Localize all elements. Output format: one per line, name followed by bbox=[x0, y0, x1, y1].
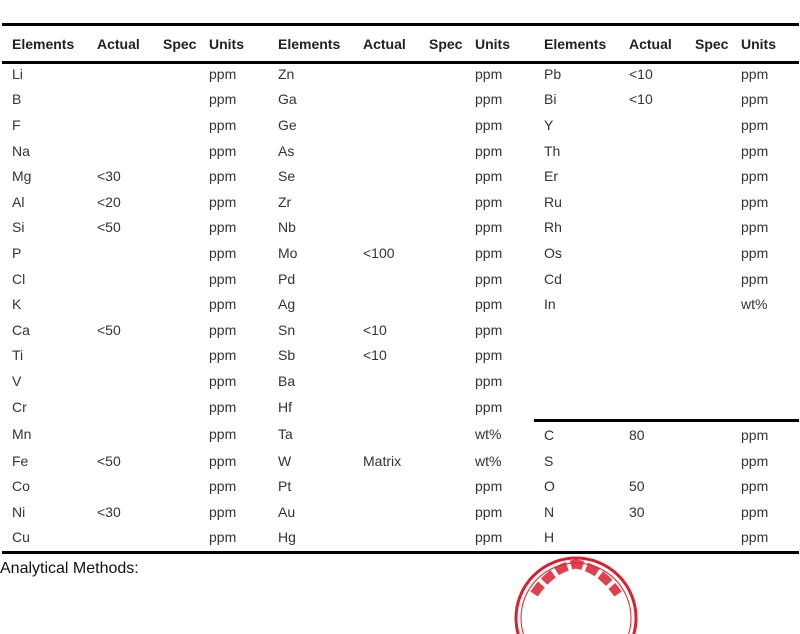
column-header-units: Units bbox=[209, 36, 244, 52]
table-row bbox=[2, 138, 799, 164]
cell-actual: <30 bbox=[97, 503, 121, 520]
cell-spec bbox=[685, 343, 741, 369]
cell-units: ppm bbox=[209, 321, 237, 338]
cell-actual bbox=[353, 266, 419, 292]
column-header-actual: Actual bbox=[97, 36, 140, 52]
cell-element: Si bbox=[12, 219, 25, 236]
cell-spec bbox=[153, 87, 209, 113]
cell-spec bbox=[419, 368, 475, 394]
cell-spec bbox=[685, 87, 741, 113]
column-header-elements: Elements bbox=[12, 36, 75, 52]
cell-units: ppm bbox=[475, 321, 503, 338]
cell-units: ppm bbox=[475, 399, 503, 416]
cell-element bbox=[534, 394, 619, 421]
cell-units: ppm bbox=[209, 193, 237, 210]
cell-units: ppm bbox=[209, 452, 237, 469]
cell-element: Mn bbox=[12, 426, 32, 443]
cell-units: ppm bbox=[209, 244, 237, 261]
table-row bbox=[2, 189, 799, 215]
cell-actual: <10 bbox=[629, 65, 653, 82]
cell-actual bbox=[353, 291, 419, 317]
table-header-row bbox=[2, 27, 799, 61]
cell-spec bbox=[419, 240, 475, 266]
cell-spec bbox=[419, 525, 475, 551]
elements-table bbox=[2, 27, 799, 550]
cell-units: ppm bbox=[475, 116, 503, 133]
cell-actual bbox=[353, 215, 419, 241]
cell-actual bbox=[353, 421, 419, 448]
cell-spec bbox=[685, 474, 741, 500]
cell-spec bbox=[419, 189, 475, 215]
cell-units: ppm bbox=[741, 529, 769, 546]
cell-spec bbox=[153, 138, 209, 164]
cell-units: ppm bbox=[475, 65, 503, 82]
cell-actual bbox=[353, 138, 419, 164]
column-header-actual: Actual bbox=[629, 36, 672, 52]
cell-element: Ni bbox=[12, 503, 26, 520]
cell-spec bbox=[419, 394, 475, 421]
table-row bbox=[2, 240, 799, 266]
cell-element: Ba bbox=[278, 372, 296, 389]
cell-element bbox=[534, 317, 619, 343]
cell-units: ppm bbox=[209, 65, 237, 82]
cell-actual bbox=[87, 474, 153, 500]
cell-element: Ag bbox=[278, 296, 296, 313]
cell-element: Y bbox=[544, 116, 554, 133]
cell-element: K bbox=[12, 296, 22, 313]
cell-element: Ge bbox=[278, 116, 297, 133]
cell-spec bbox=[685, 499, 741, 525]
cell-element: Th bbox=[544, 142, 561, 159]
cell-actual bbox=[619, 291, 685, 317]
cell-spec bbox=[419, 499, 475, 525]
cell-spec bbox=[153, 112, 209, 138]
cell-units: ppm bbox=[475, 372, 503, 389]
table-row bbox=[2, 343, 799, 369]
cell-spec bbox=[685, 525, 741, 551]
cell-spec bbox=[685, 240, 741, 266]
cell-actual: <10 bbox=[363, 347, 387, 364]
cell-element: Bi bbox=[544, 91, 557, 108]
cell-spec bbox=[685, 266, 741, 292]
cell-spec bbox=[153, 215, 209, 241]
cell-actual: 80 bbox=[619, 421, 685, 448]
cell-units: ppm bbox=[475, 270, 503, 287]
cell-actual bbox=[619, 448, 685, 474]
cell-units: ppm bbox=[475, 296, 503, 313]
cell-spec bbox=[419, 317, 475, 343]
cell-units bbox=[741, 317, 799, 343]
cell-units: ppm bbox=[741, 244, 769, 261]
cell-element: Ta bbox=[278, 426, 293, 443]
table-body bbox=[2, 61, 799, 550]
cell-spec bbox=[685, 215, 741, 241]
cell-actual: 50 bbox=[629, 478, 645, 495]
table-row bbox=[2, 474, 799, 500]
cell-spec bbox=[153, 189, 209, 215]
cell-element: In bbox=[544, 296, 556, 313]
cell-element: Cr bbox=[12, 399, 27, 416]
cell-element: Sn bbox=[278, 321, 296, 338]
cell-units: ppm bbox=[475, 347, 503, 364]
cell-actual: <10 bbox=[629, 91, 653, 108]
cell-units: ppm bbox=[741, 65, 769, 82]
cell-units: ppm bbox=[475, 91, 503, 108]
cell-units: ppm bbox=[741, 193, 769, 210]
table-row bbox=[2, 525, 799, 551]
cell-actual: <50 bbox=[97, 452, 121, 469]
table-row bbox=[2, 368, 799, 394]
cell-element: Pt bbox=[278, 478, 292, 495]
cell-element: Au bbox=[278, 503, 296, 520]
cell-element: Cd bbox=[544, 270, 562, 287]
cell-element: V bbox=[12, 372, 22, 389]
cell-element: Ti bbox=[12, 347, 24, 364]
column-header-units: Units bbox=[475, 36, 510, 52]
cell-actual: <30 bbox=[97, 168, 121, 185]
cell-element: Zr bbox=[278, 193, 292, 210]
column-header-elements: Elements bbox=[278, 36, 341, 52]
cell-spec bbox=[419, 343, 475, 369]
cell-element: Al bbox=[12, 193, 25, 210]
red-seal-stamp bbox=[512, 554, 640, 634]
cell-units: wt% bbox=[475, 426, 502, 443]
cell-element bbox=[534, 368, 619, 394]
cell-element: Rh bbox=[544, 219, 562, 236]
cell-spec bbox=[419, 163, 475, 189]
cell-element: Cl bbox=[12, 270, 26, 287]
cell-actual: <10 bbox=[363, 321, 387, 338]
table-row bbox=[2, 266, 799, 292]
cell-units: ppm bbox=[475, 193, 503, 210]
cell-actual bbox=[353, 163, 419, 189]
cell-spec bbox=[685, 421, 741, 448]
cell-spec bbox=[153, 163, 209, 189]
cell-actual bbox=[353, 112, 419, 138]
cell-units: ppm bbox=[475, 168, 503, 185]
cell-element: Ru bbox=[544, 193, 562, 210]
cell-spec bbox=[685, 112, 741, 138]
cell-spec bbox=[419, 61, 475, 87]
cell-element: F bbox=[12, 116, 21, 133]
cell-units: ppm bbox=[209, 168, 237, 185]
cell-actual bbox=[87, 368, 153, 394]
column-header-actual: Actual bbox=[363, 36, 406, 52]
cell-element: Zn bbox=[278, 65, 295, 82]
column-header-units: Units bbox=[741, 36, 776, 52]
column-header-spec: Spec bbox=[695, 36, 729, 52]
cell-element: Pd bbox=[278, 270, 296, 287]
cell-actual: <20 bbox=[97, 193, 121, 210]
cell-element bbox=[534, 343, 619, 369]
cell-element: S bbox=[544, 452, 554, 469]
cell-units: ppm bbox=[209, 426, 237, 443]
cell-spec bbox=[153, 291, 209, 317]
cell-element: Er bbox=[544, 168, 558, 185]
cell-element: Fe bbox=[12, 452, 29, 469]
cell-element: Pb bbox=[544, 65, 562, 82]
cell-actual bbox=[619, 215, 685, 241]
cell-units: ppm bbox=[209, 347, 237, 364]
cell-units: ppm bbox=[209, 372, 237, 389]
cell-spec bbox=[685, 138, 741, 164]
cell-spec bbox=[419, 138, 475, 164]
cell-spec bbox=[685, 448, 741, 474]
cell-units: ppm bbox=[741, 478, 769, 495]
table-row bbox=[2, 291, 799, 317]
cell-element: Ca bbox=[12, 321, 30, 338]
cell-actual bbox=[619, 343, 685, 369]
cell-spec bbox=[419, 266, 475, 292]
cell-element: Hg bbox=[278, 529, 296, 546]
cell-actual bbox=[87, 343, 153, 369]
cell-element: Mo bbox=[278, 244, 298, 261]
cell-element: As bbox=[278, 142, 295, 159]
cell-element: B bbox=[12, 91, 22, 108]
cell-units: ppm bbox=[741, 452, 769, 469]
table-row bbox=[2, 421, 799, 448]
cell-actual bbox=[87, 240, 153, 266]
cell-units: ppm bbox=[209, 399, 237, 416]
cell-units: wt% bbox=[741, 296, 768, 313]
cell-actual bbox=[353, 61, 419, 87]
cell-units: ppm bbox=[741, 421, 799, 448]
cell-units: ppm bbox=[475, 142, 503, 159]
seal-graphic bbox=[512, 554, 640, 634]
cell-units: ppm bbox=[209, 91, 237, 108]
cell-spec bbox=[685, 291, 741, 317]
cell-actual bbox=[87, 87, 153, 113]
cell-units: ppm bbox=[741, 503, 769, 520]
cell-element: H bbox=[544, 529, 555, 546]
cell-actual bbox=[87, 525, 153, 551]
cell-units: ppm bbox=[741, 116, 769, 133]
cell-spec bbox=[419, 87, 475, 113]
cell-units: ppm bbox=[209, 296, 237, 313]
analytical-methods-label: Analytical Methods: bbox=[0, 560, 139, 577]
cell-units: ppm bbox=[209, 503, 237, 520]
cell-units bbox=[741, 368, 799, 394]
cell-units: ppm bbox=[475, 219, 503, 236]
cell-actual: <50 bbox=[97, 321, 121, 338]
column-header-elements: Elements bbox=[544, 36, 607, 52]
cell-units: ppm bbox=[741, 142, 769, 159]
cell-spec bbox=[153, 499, 209, 525]
cell-spec bbox=[685, 61, 741, 87]
cell-spec bbox=[153, 61, 209, 87]
cell-element: N bbox=[544, 503, 555, 520]
cell-spec bbox=[419, 215, 475, 241]
cell-element: Se bbox=[278, 168, 296, 185]
cell-spec bbox=[685, 368, 741, 394]
cell-spec bbox=[153, 474, 209, 500]
top-rule bbox=[2, 23, 799, 26]
cell-units: wt% bbox=[475, 452, 502, 469]
cell-spec bbox=[685, 394, 741, 421]
cell-element: Mg bbox=[12, 168, 32, 185]
cell-spec bbox=[153, 448, 209, 474]
table-row bbox=[2, 163, 799, 189]
cell-actual bbox=[87, 421, 153, 448]
cell-element: C bbox=[534, 421, 619, 448]
cell-spec bbox=[153, 421, 209, 448]
cell-spec bbox=[153, 240, 209, 266]
cell-actual bbox=[619, 317, 685, 343]
cell-actual bbox=[353, 394, 419, 421]
cell-actual bbox=[353, 368, 419, 394]
cell-actual bbox=[619, 138, 685, 164]
cell-units: ppm bbox=[741, 91, 769, 108]
cell-spec bbox=[153, 317, 209, 343]
cell-actual bbox=[619, 525, 685, 551]
cell-spec bbox=[153, 368, 209, 394]
cell-spec bbox=[419, 421, 475, 448]
cell-actual: 30 bbox=[629, 503, 645, 520]
cell-actual bbox=[87, 291, 153, 317]
cell-units: ppm bbox=[475, 529, 503, 546]
cell-element: O bbox=[544, 478, 555, 495]
cell-units: ppm bbox=[209, 142, 237, 159]
cell-units: ppm bbox=[741, 168, 769, 185]
cell-element: Nb bbox=[278, 219, 296, 236]
column-header-spec: Spec bbox=[429, 36, 463, 52]
cell-element: Co bbox=[12, 478, 30, 495]
cell-units: ppm bbox=[475, 244, 503, 261]
cell-actual bbox=[353, 499, 419, 525]
table-row bbox=[2, 499, 799, 525]
cell-element: W bbox=[278, 452, 292, 469]
cell-units: ppm bbox=[209, 219, 237, 236]
cell-units: ppm bbox=[209, 529, 237, 546]
cell-actual bbox=[87, 266, 153, 292]
cell-spec bbox=[153, 394, 209, 421]
cell-spec bbox=[419, 112, 475, 138]
cell-units: ppm bbox=[209, 478, 237, 495]
cell-element: Ga bbox=[278, 91, 297, 108]
table-row bbox=[2, 215, 799, 241]
cell-units: ppm bbox=[741, 270, 769, 287]
cell-element: Hf bbox=[278, 399, 292, 416]
cell-spec bbox=[153, 343, 209, 369]
cell-element: Sb bbox=[278, 347, 296, 364]
cell-actual bbox=[353, 474, 419, 500]
cell-units bbox=[741, 394, 799, 421]
cell-actual bbox=[619, 368, 685, 394]
cell-actual bbox=[87, 61, 153, 87]
column-header-spec: Spec bbox=[163, 36, 197, 52]
cell-actual bbox=[619, 240, 685, 266]
cell-units: ppm bbox=[741, 219, 769, 236]
cell-actual: Matrix bbox=[363, 452, 402, 469]
cell-spec bbox=[419, 291, 475, 317]
cell-element: Cu bbox=[12, 529, 30, 546]
table-row bbox=[2, 112, 799, 138]
cell-actual bbox=[619, 266, 685, 292]
cell-element: Li bbox=[12, 65, 23, 82]
cell-units: ppm bbox=[209, 116, 237, 133]
cell-spec bbox=[153, 525, 209, 551]
cell-actual bbox=[619, 189, 685, 215]
table-row bbox=[2, 317, 799, 343]
cell-element: Na bbox=[12, 142, 30, 159]
table-row bbox=[2, 394, 799, 421]
table-row bbox=[2, 61, 799, 87]
cell-spec bbox=[685, 317, 741, 343]
bottom-rule bbox=[2, 551, 799, 554]
cell-actual bbox=[353, 525, 419, 551]
cell-actual bbox=[87, 394, 153, 421]
cell-spec bbox=[685, 163, 741, 189]
cell-spec bbox=[419, 474, 475, 500]
cell-spec bbox=[419, 448, 475, 474]
cell-element: P bbox=[12, 244, 22, 261]
cell-actual bbox=[87, 112, 153, 138]
cell-units: ppm bbox=[475, 503, 503, 520]
cell-actual bbox=[353, 87, 419, 113]
cell-actual: <50 bbox=[97, 219, 121, 236]
cell-element: Os bbox=[544, 244, 562, 261]
cell-actual bbox=[619, 394, 685, 421]
cell-units bbox=[741, 343, 799, 369]
cell-units: ppm bbox=[209, 270, 237, 287]
cell-spec bbox=[685, 189, 741, 215]
cell-actual bbox=[353, 189, 419, 215]
cell-actual bbox=[87, 138, 153, 164]
table-row bbox=[2, 448, 799, 474]
table-row bbox=[2, 87, 799, 113]
cell-units: ppm bbox=[475, 478, 503, 495]
cell-actual bbox=[619, 112, 685, 138]
cell-actual bbox=[619, 163, 685, 189]
cell-spec bbox=[153, 266, 209, 292]
cell-actual: <100 bbox=[363, 244, 395, 261]
